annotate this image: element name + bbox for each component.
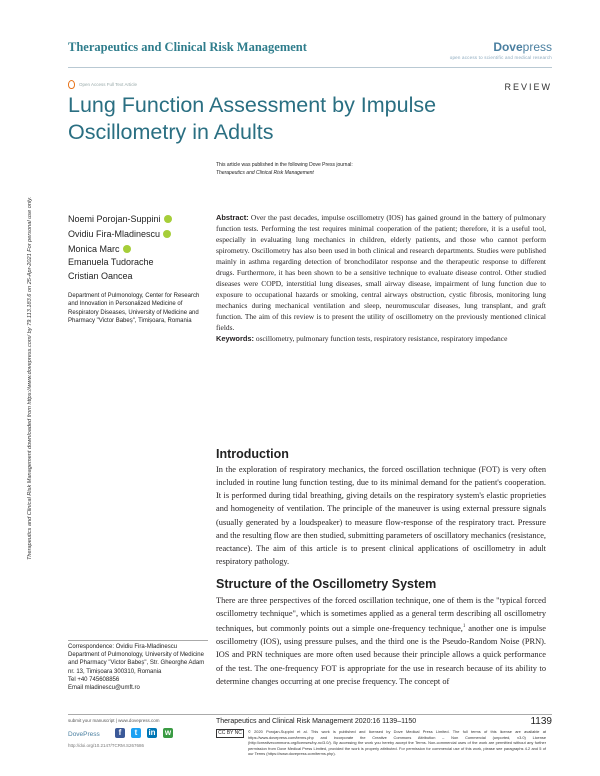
facebook-icon[interactable]: f (115, 728, 125, 738)
submit-manuscript-link[interactable]: submit your manuscript | www.dovepress.com (68, 718, 160, 723)
twitter-icon[interactable]: t (131, 728, 141, 738)
article-title: Lung Function Assessment by Impulse Oscillometry in Adults (68, 93, 437, 144)
introduction-heading: Introduction (216, 447, 289, 461)
publication-note-journal: Therapeutics and Clinical Risk Management (216, 170, 314, 176)
correspondence (68, 643, 208, 692)
keywords (216, 334, 546, 345)
correspondence-email[interactable]: Email mladinescu@umft.ro (68, 685, 140, 692)
linkedin-icon[interactable]: in (148, 728, 156, 737)
brand-light: press (522, 40, 552, 54)
citation: Therapeutics and Clinical Risk Management 2020:16 1139–1150 (216, 718, 417, 725)
header-divider (68, 67, 552, 68)
correspondence-label: Correspondence: Ovidiu Fira-Mladinescu (68, 644, 178, 650)
structure-heading: Structure of the Oscillometry System (216, 577, 437, 591)
publisher-tagline: open access to scientific and medical research (449, 55, 552, 60)
affiliation: Department of Pulmonology, Center for Research and Innovation in Personalized Medicine of Respiratory Diseases, University of Medicine and Pharmacy "Victor Babeș", Timișoara, Romania (68, 293, 200, 324)
footer-divider (68, 714, 552, 715)
abstract-label: Abstract: (216, 213, 249, 222)
correspondence-divider (68, 640, 208, 641)
keywords-label: Keywords: (216, 334, 255, 344)
structure-text: There are three perspectives of the forced oscillation technique, one of them is the "typical forced oscillometry technique", which is sometimes applied as a general term describing all oscillometry techniques, but commonly points out a simple one-frequency technique,$^1$ another one is impulse oscillometry (IOS), using pressure pulses, and the third one is the Pseudo-Random Noise (PRN). IOS and PRN techniques are more often used because their principle allows a quick performance of the test. The one-frequency FOT is appropriate for the use in research because of its ability to determine changes occurring at one precise frequency. The concept of (216, 596, 546, 686)
journal-name: Therapeutics and Clinical Risk Management (68, 40, 307, 54)
doi-link[interactable]: http://doi.org/10.2147/TCRM.S267686 (68, 743, 145, 748)
publisher-logo[interactable] (493, 40, 552, 54)
social-links (115, 728, 173, 738)
wechat-icon[interactable]: w (164, 728, 172, 737)
reference-link[interactable]: 1 (462, 624, 466, 630)
publication-note-line1: This article was published in the following Dove Press journal: (216, 162, 353, 168)
correspondence-phone: Tel +40 745608856 (68, 676, 120, 683)
open-access-label: Open Access Full Text Article (79, 82, 137, 87)
author-1[interactable]: Noemi Porojan-Suppini (68, 214, 172, 224)
creative-commons-icon[interactable]: CC BY NC (216, 729, 244, 738)
introduction-text: In the exploration of respiratory mechanics, the forced oscillation technique (FOT) is very often included in routine lung function testing, due to its minimal demand for the patient's cooperation. It is performed during tidal breathing, giving details on the respiratory system's elastic proprieties and homogeneity of ventilation. The principle of the maneuver is using external pressure signals (usually generated by a loudspeaker) to measure flow-response of the respiratory tract. Pressure and the resulting flow are then studied, submitting parameters of oscillatory mechanics (resistance, reactance). The aim of this article is to present clinical applications of oscillometry in adult respiratory pathology. (216, 465, 546, 567)
open-access-badge (68, 80, 137, 89)
orcid-icon[interactable] (164, 215, 172, 223)
abstract-text: Over the past decades, impulse oscillometry (IOS) has gained ground in the battery of pulmonary function tests. Performing the test requires minimal cooperation of the patient; therefore, it is a useful tool, especially in evaluating lung mechanics in children, elderly patients, and those who cannot perform spirometry. Oscillometry has also been used in both clinical and research departments. Studies were published mainly in asthma regarding detection of bronchodilator response and the therapeutic response to different drugs. Furthermore, it has been shown to be a sensitive technique to evaluate disease control. Other studied diseases were COPD, interstitial lung diseases, small airway disease, impairment of lung function due to exposure to occupational hazards or smoking, central airways obstruction, cystic fibrosis, monitoring lung mechanics during mechanical ventilation and sleep, neuromuscular diseases, lung transplant, and graft function. The aim of this review is to present the utility of oscillometry on the previously mentioned clinical fields. (216, 213, 547, 332)
correspondence-address: Department of Pulmonology, University of Medicine and Pharmacy "Victor Babeș", Str. Gheorghe Adam nr. 13, Timișoara 300310, Romania (68, 652, 205, 675)
orcid-icon[interactable] (163, 230, 171, 238)
orcid-icon[interactable] (123, 245, 131, 253)
footer-logo[interactable]: DovePress (68, 731, 100, 738)
author-5: Cristian Oancea (68, 271, 133, 281)
author-4: Emanuela Tudorache (68, 257, 154, 267)
download-side-note: Therapeutics and Clinical Risk Management downloaded from https://www.dovepress.com/ by 79.113.183.6 on 25-Apr-2021 For personal use only. (27, 196, 33, 560)
page-number: 1139 (530, 716, 552, 727)
article-type: REVIEW (504, 82, 552, 92)
open-access-lock-icon (68, 80, 75, 89)
abstract (216, 213, 546, 345)
author-2[interactable]: Ovidiu Fira-Mladinescu (68, 229, 171, 239)
author-3[interactable]: Monica Marc (68, 244, 131, 254)
brand-bold: Dove (493, 40, 523, 54)
license-block (216, 729, 546, 757)
publication-note (216, 161, 353, 177)
keywords-text: oscillometry, pulmonary function tests, respiratory resistance, respiratory impedance (255, 334, 508, 344)
license-text: © 2020 Porojan-Suppini et al. This work is published and licensed by Dove Medical Press Limited. The full terms of this license are available at https://www.dovepress.com/terms.php and incorporate the Creative Commons Attribution – Non Commercial (unported, v3.0) License (http://creativecommons.org/licenses/by-nc/3.0/). By accessing the work you hereby accept the Terms. Non-commercial uses of the work are permitted without any further permission from Dove Medical Press Limited, provided the work is properly attributed. For permission for commercial use of this work, please see paragraphs 4.2 and 5 of our Terms (https://www.dovepress.com/terms.php). (248, 729, 546, 757)
